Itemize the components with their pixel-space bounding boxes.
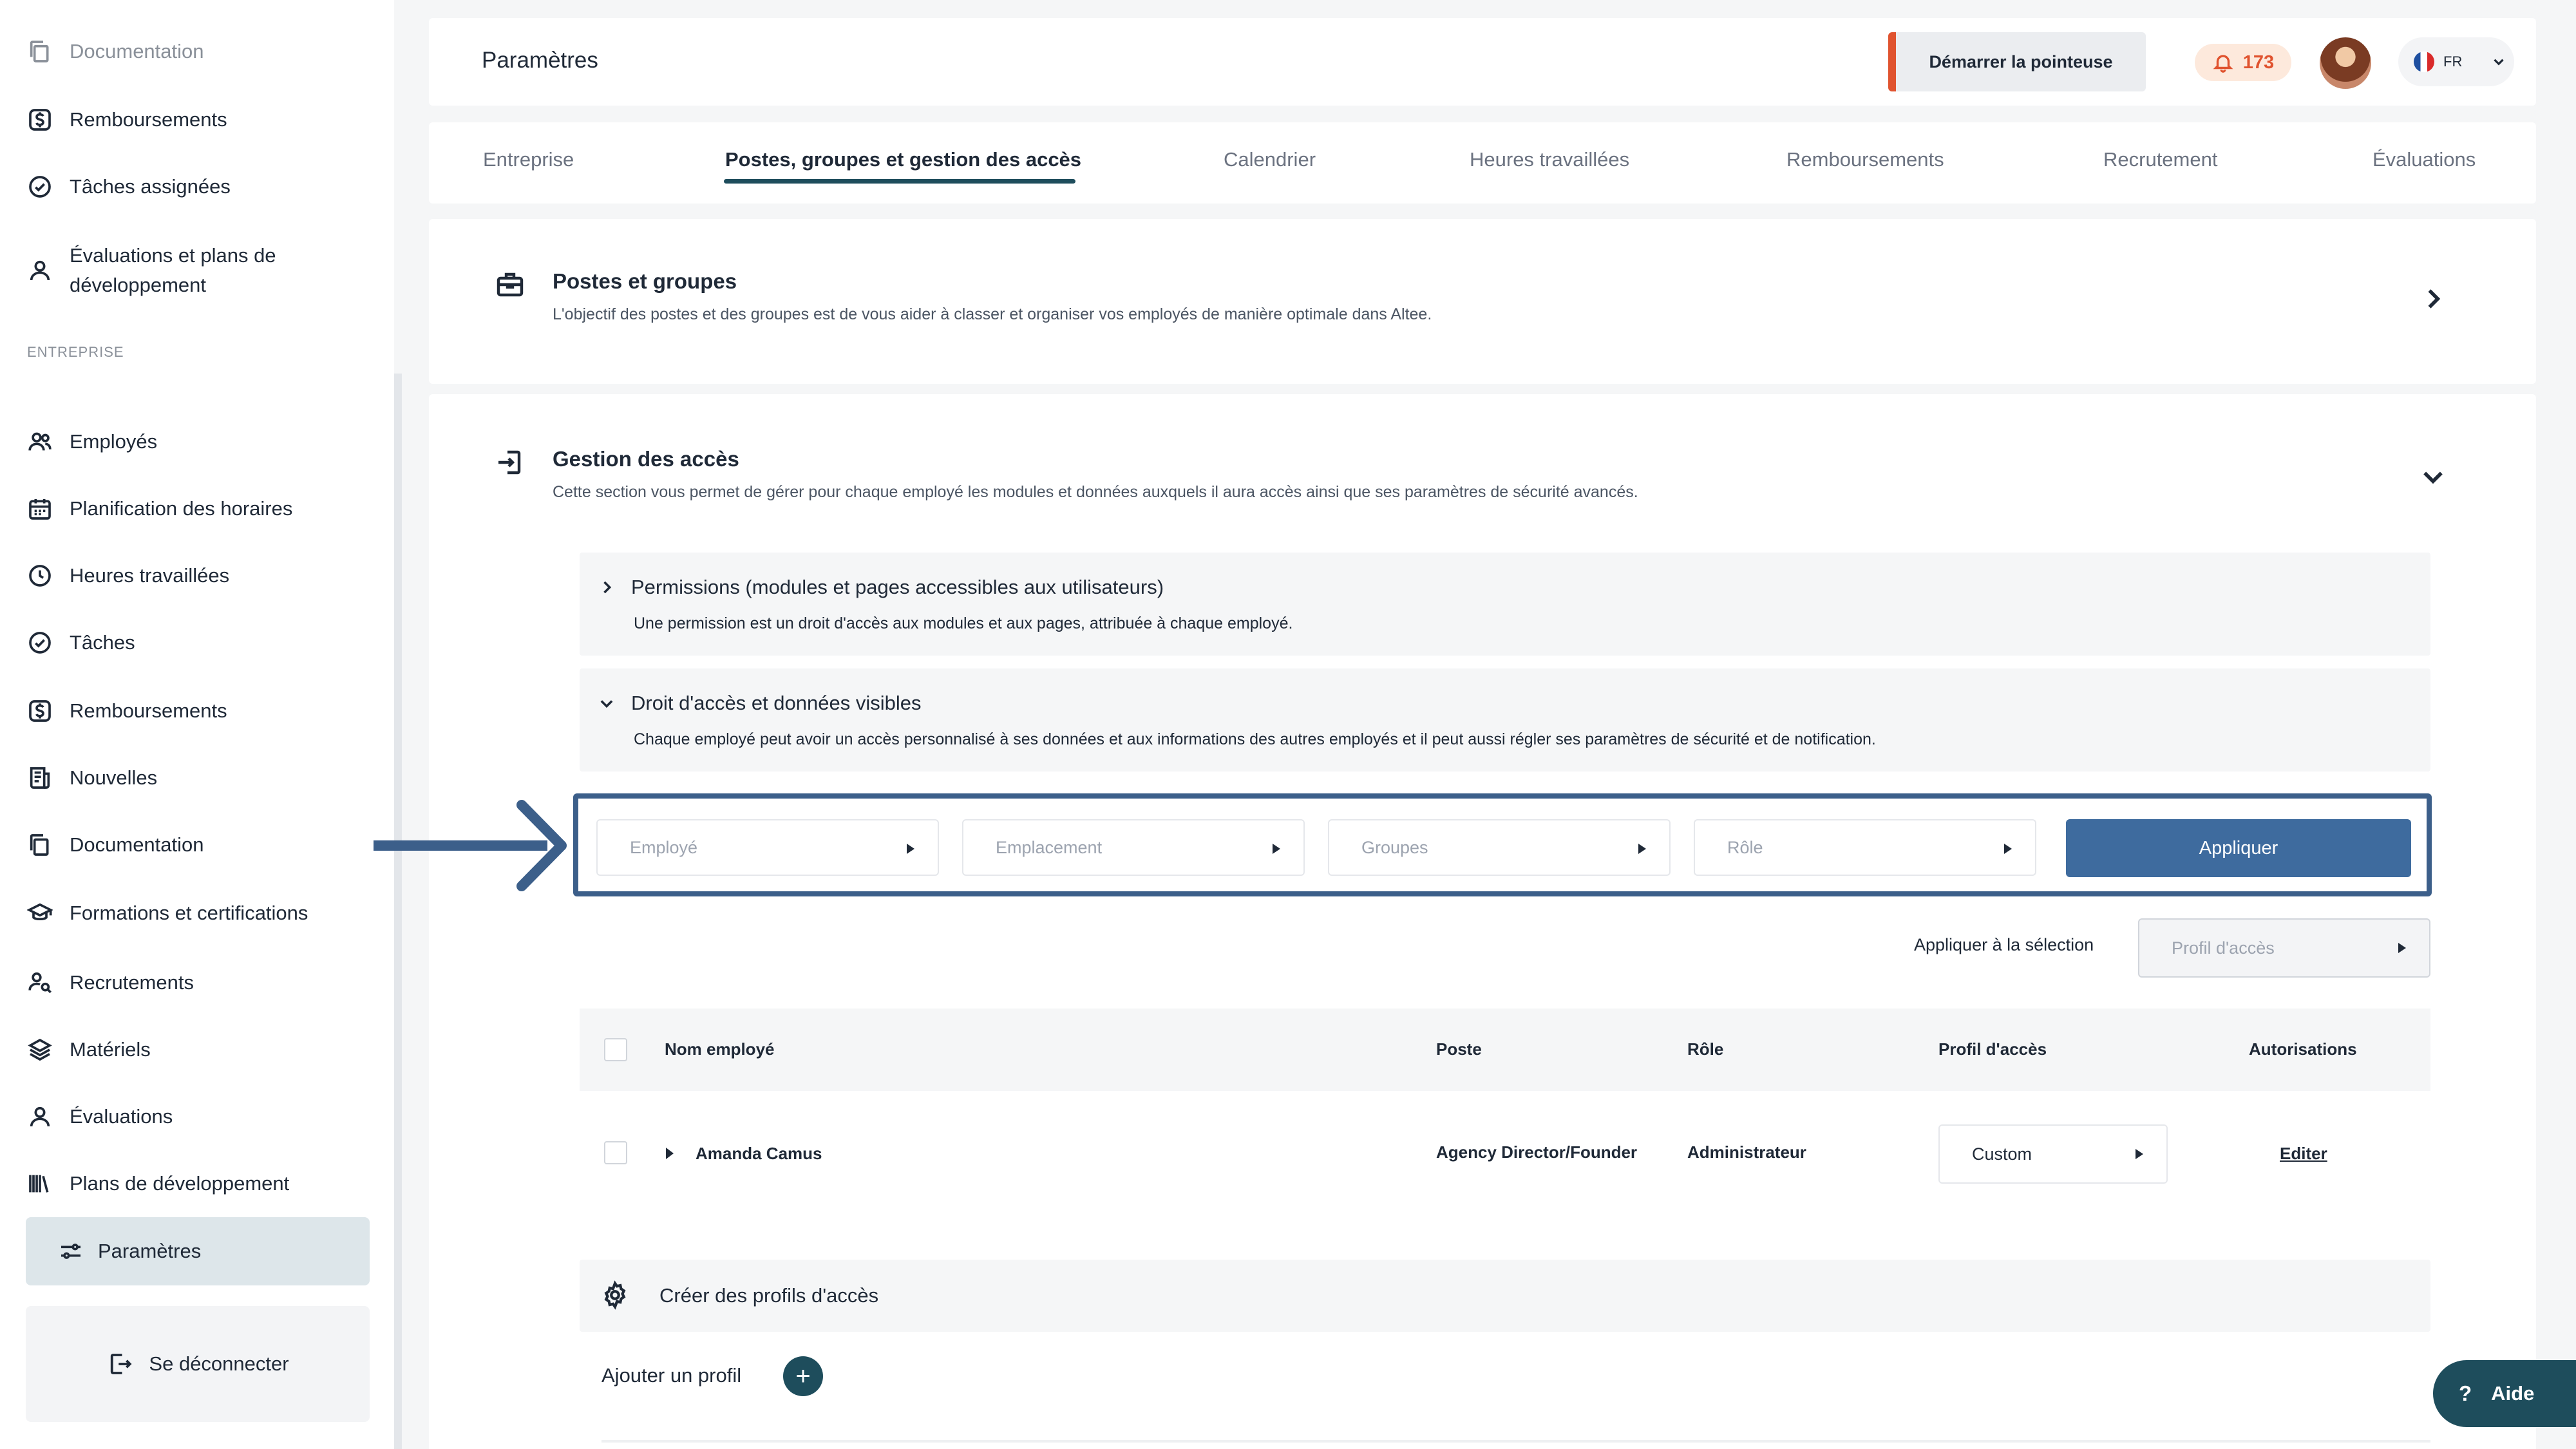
active-tab-underline [724, 179, 1075, 184]
caret-right-icon [2398, 943, 2406, 953]
briefcase-icon [495, 269, 526, 300]
start-clock-button[interactable]: Démarrer la pointeuse [1888, 32, 2146, 91]
help-button[interactable] [2433, 1360, 2576, 1427]
apply-selection-label: Appliquer à la sélection [1914, 935, 2094, 954]
employee-role: Administrateur [1687, 1142, 1806, 1162]
sidebar-item-label: Documentation [70, 833, 204, 856]
tab-entreprise[interactable]: Entreprise [483, 148, 574, 171]
divider [601, 1440, 2430, 1443]
tab-postes-groupes-acces[interactable]: Postes, groupes et gestion des accès [725, 148, 1082, 171]
bell-icon [2212, 52, 2234, 73]
role-select-label: Rôle [1727, 837, 1763, 857]
droit-acces-section[interactable] [580, 668, 2430, 772]
check-circle-icon [26, 173, 54, 201]
caret-right-icon [1638, 844, 1646, 854]
france-flag-icon [2414, 52, 2434, 72]
expand-row-icon[interactable] [666, 1148, 674, 1159]
user-icon [26, 256, 54, 285]
sidebar-item-documentation-top[interactable] [26, 19, 204, 84]
sidebar-item-label: Recrutements [70, 971, 194, 994]
sidebar-item-label: Remboursements [70, 108, 227, 131]
employe-select[interactable] [596, 819, 939, 876]
sidebar-item-remboursements-top[interactable] [26, 88, 227, 152]
tab-recrutement[interactable]: Recrutement [2103, 148, 2218, 171]
permissions-title: Permissions (modules et pages accessibles aux utilisateurs) [631, 576, 1164, 598]
sidebar-item-planification[interactable] [26, 477, 292, 541]
chevron-right-icon[interactable] [2419, 285, 2447, 313]
logout-button[interactable] [26, 1306, 370, 1422]
access-profile-placeholder: Profil d'accès [2172, 938, 2275, 958]
filter-bar [573, 793, 2432, 896]
chevron-down-icon [598, 694, 616, 712]
postes-groupes-description: L'objectif des postes et des groupes est de vous aider à classer et organiser vos employés de manière optimale dans Altee. [553, 305, 1432, 323]
droit-acces-title: Droit d'accès et données visibles [631, 692, 922, 714]
add-profile-button[interactable] [783, 1356, 823, 1396]
row-profile-select[interactable] [1938, 1124, 2168, 1184]
login-icon [495, 447, 526, 478]
sidebar-item-plans-developpement[interactable] [26, 1151, 289, 1216]
access-profile-select[interactable] [2138, 918, 2430, 978]
column-header-role: Rôle [1687, 1039, 1724, 1059]
sidebar-section-label: ENTREPRISE [27, 344, 124, 360]
groupes-select[interactable] [1328, 819, 1671, 876]
employee-poste: Agency Director/Founder [1436, 1142, 1638, 1162]
sidebar-item-label: Tâches [70, 631, 135, 654]
page-title: Paramètres [482, 48, 598, 73]
gestion-acces-description: Cette section vous permet de gérer pour chaque employé les modules et données auxquels il aura accès ainsi que ses paramètres de sécurité avancés. [553, 483, 1638, 501]
sidebar-item-label: Évaluations [70, 1105, 173, 1128]
check-circle-icon [26, 629, 54, 657]
create-profiles-section[interactable] [580, 1260, 2430, 1332]
sidebar-item-remboursements[interactable] [26, 679, 227, 743]
column-header-profil: Profil d'accès [1938, 1039, 2047, 1059]
table-row [580, 1091, 2430, 1217]
sidebar-item-label: Nouvelles [70, 766, 158, 789]
sidebar-item-taches[interactable] [26, 611, 135, 675]
caret-right-icon [907, 844, 914, 854]
sidebar-item-nouvelles[interactable] [26, 746, 157, 810]
documents-icon [26, 831, 54, 859]
graduation-cap-icon [26, 899, 54, 927]
permissions-description: Une permission est un droit d'accès aux modules et aux pages, attribuée à chaque employé. [634, 614, 1293, 632]
settings-tabs [429, 122, 2536, 204]
logout-icon [106, 1350, 133, 1378]
table-header [580, 1009, 2430, 1091]
sidebar [0, 0, 394, 1449]
plus-icon: + [795, 1361, 811, 1390]
sidebar-item-label: Remboursements [70, 699, 227, 722]
employe-select-label: Employé [630, 837, 698, 857]
permissions-section[interactable] [580, 553, 2430, 656]
sidebar-item-label: Évaluations et plans de développement [70, 244, 276, 296]
avatar[interactable] [2320, 37, 2371, 89]
users-icon [26, 428, 54, 456]
top-bar [429, 18, 2536, 106]
sidebar-item-label: Paramètres [98, 1240, 202, 1262]
add-profile-label: Ajouter un profil [601, 1364, 742, 1387]
question-icon: ? [2459, 1381, 2472, 1405]
user-search-icon [26, 969, 54, 997]
gear-icon [600, 1280, 630, 1310]
role-select[interactable] [1694, 819, 2036, 876]
sliders-icon [58, 1238, 84, 1264]
select-all-checkbox[interactable] [604, 1038, 627, 1061]
sidebar-item-parametres[interactable] [26, 1217, 370, 1285]
highlight-arrow [374, 797, 569, 894]
row-checkbox[interactable] [604, 1141, 627, 1164]
sidebar-item-documentation[interactable] [26, 813, 204, 877]
dollar-icon [26, 106, 54, 134]
column-header-autorisations: Autorisations [2249, 1039, 2357, 1059]
sidebar-item-formations[interactable] [26, 881, 308, 945]
apply-filters-button[interactable]: Appliquer [2066, 819, 2411, 877]
postes-groupes-card[interactable] [429, 219, 2536, 384]
sidebar-item-employes[interactable] [26, 410, 157, 474]
sidebar-item-recrutements[interactable] [26, 951, 194, 1015]
sidebar-scrollbar[interactable] [394, 374, 402, 1449]
caret-right-icon [2004, 844, 2012, 854]
sidebar-item-label: Matériels [70, 1038, 151, 1061]
tab-evaluations[interactable]: Évaluations [2372, 148, 2476, 171]
tab-remboursements[interactable]: Remboursements [1786, 148, 1944, 171]
language-label: FR [2443, 53, 2463, 70]
chevron-down-icon[interactable] [2419, 462, 2447, 491]
sidebar-item-evaluations[interactable] [26, 1084, 173, 1149]
notifications-badge[interactable] [2195, 44, 2291, 81]
caret-right-icon [2136, 1149, 2143, 1159]
books-icon [26, 1170, 54, 1198]
column-header-nom: Nom employé [665, 1039, 775, 1059]
dollar-icon [26, 697, 54, 725]
caret-right-icon [1273, 844, 1280, 854]
edit-permissions-link[interactable]: Editer [2280, 1144, 2327, 1163]
employee-name: Amanda Camus [696, 1144, 822, 1163]
calendar-icon [26, 495, 54, 523]
sidebar-item-heures-travaillees[interactable] [26, 544, 229, 608]
sidebar-item-label: Employés [70, 430, 158, 453]
help-label: Aide [2491, 1382, 2535, 1405]
sidebar-item-materiels[interactable] [26, 1018, 151, 1082]
sidebar-item-label: Planification des horaires [70, 497, 293, 520]
groupes-select-label: Groupes [1361, 837, 1428, 857]
gestion-acces-title: Gestion des accès [553, 447, 739, 471]
chevron-down-icon [2490, 53, 2507, 70]
sidebar-item-label: Heures travaillées [70, 564, 230, 587]
tab-heures-travaillees[interactable]: Heures travaillées [1470, 148, 1630, 171]
logout-label: Se déconnecter [149, 1352, 289, 1375]
chevron-right-icon [598, 578, 616, 596]
create-profiles-title: Créer des profils d'accès [659, 1284, 879, 1307]
layers-icon [26, 1036, 54, 1064]
sidebar-item-label: Documentation [70, 40, 204, 62]
sidebar-item-label: Formations et certifications [70, 902, 308, 924]
emplacement-select-label: Emplacement [996, 837, 1103, 857]
emplacement-select[interactable] [962, 819, 1305, 876]
sidebar-item-label: Tâches assignées [70, 175, 231, 198]
notification-count: 173 [2242, 52, 2275, 73]
language-selector[interactable] [2398, 37, 2514, 86]
postes-groupes-title: Postes et groupes [553, 269, 737, 293]
sidebar-item-taches-assignees[interactable] [26, 155, 231, 219]
row-profile-value: Custom [1972, 1144, 2032, 1164]
news-icon [26, 764, 54, 792]
user-icon [26, 1103, 54, 1131]
droit-acces-description: Chaque employé peut avoir un accès personnalisé à ses données et aux informations des autres employés et il peut aussi régler ses paramètres de sécurité et de notification. [634, 730, 1876, 748]
tab-calendrier[interactable]: Calendrier [1224, 148, 1316, 171]
documents-icon [26, 37, 54, 66]
sidebar-item-evaluations-plans[interactable] [26, 238, 348, 303]
clock-icon [26, 562, 54, 590]
column-header-poste: Poste [1436, 1039, 1482, 1059]
sidebar-item-label: Plans de développement [70, 1172, 290, 1195]
